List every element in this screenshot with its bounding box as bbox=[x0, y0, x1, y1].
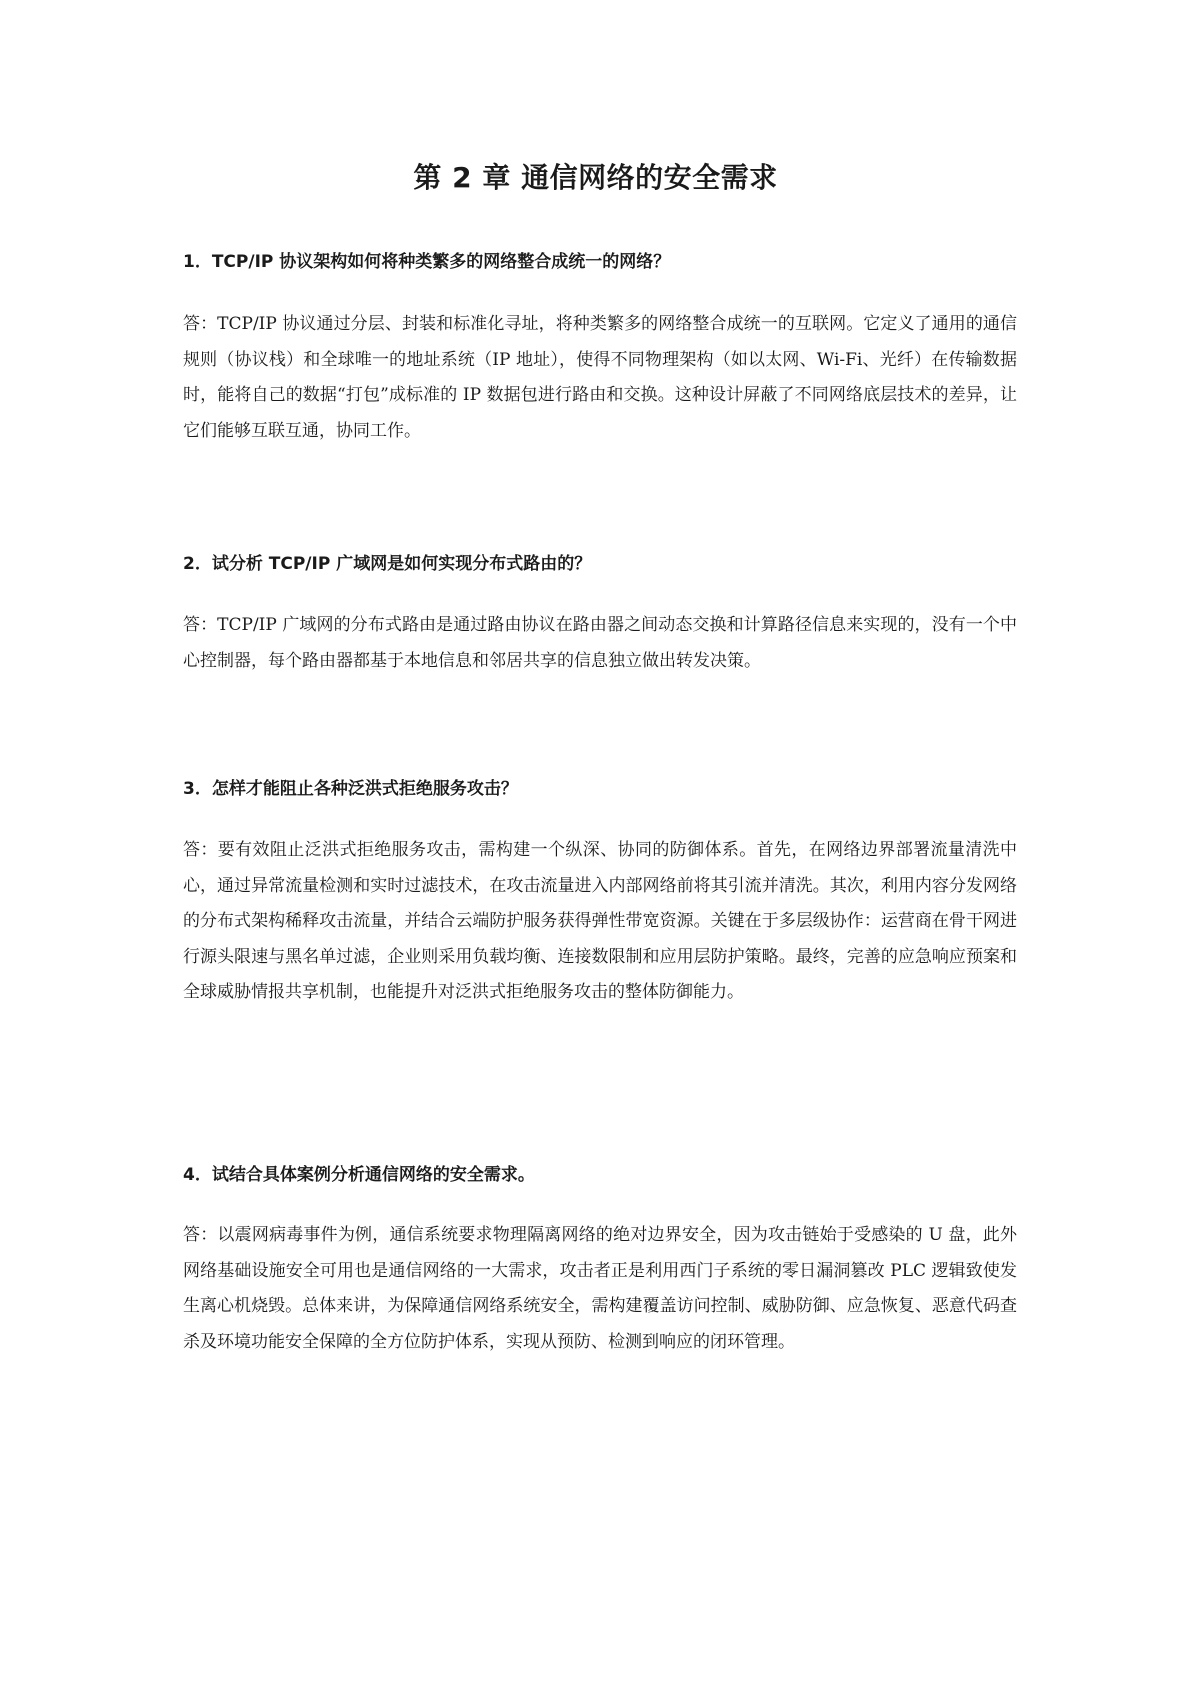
question-1: 1．TCP/IP 协议架构如何将种类繁多的网络整合成统一的网络？ bbox=[183, 252, 671, 272]
question-3: 3．怎样才能阻止各种泛洪式拒绝服务攻击？ bbox=[183, 779, 518, 799]
question-2: 2．试分析 TCP/IP 广域网是如何实现分布式路由的？ bbox=[183, 554, 592, 574]
answer-3: 答：要有效阻止泛洪式拒绝服务攻击，需构建一个纵深、协同的防御体系。首先，在网络边界部署流量清洗中心，通过异常流量检测和实时过滤技术，在攻击流量进入内部网络前将其引流并清洗。其次，利用内容分发网络的分布式架构稀释攻击流量，并结合云端防护服务获得弹性带宽资源。关键在于多层级协作：运营商在骨干网进行源头限速与黑名单过滤，企业则采用负载均衡、连接数限制和应用层防护策略。最终，完善的应急响应预案和全球威胁情报共享机制，也能提升对泛洪式拒绝服务攻击的整体防御能力。 bbox=[183, 840, 1017, 1002]
question-4: 4．试结合具体案例分析通信网络的安全需求。 bbox=[183, 1165, 535, 1185]
answer-2: 答：TCP/IP 广域网的分布式路由是通过路由协议在路由器之间动态交换和计算路径信息来实现的，没有一个中心控制器，每个路由器都基于本地信息和邻居共享的信息独立做出转发决策。 bbox=[183, 615, 1017, 671]
chapter-title: 第 2 章 通信网络的安全需求 bbox=[413, 161, 778, 194]
answer-1: 答：TCP/IP 协议通过分层、封装和标准化寻址，将种类繁多的网络整合成统一的互联网。它定义了通用的通信规则（协议栈）和全球唯一的地址系统（IP 地址），使得不同物理架构（如以太网、Wi-Fi、光纤）在传输数据时，能将自己的数据“打包”成标准的 IP 数据包进行路由和交换。这种设计屏蔽了不同网络底层技术的差异，让它们能够互联互通，协同工作。 bbox=[183, 314, 1017, 441]
answer-4: 答：以震网病毒事件为例，通信系统要求物理隔离网络的绝对边界安全，因为攻击链始于受感染的 U 盘，此外网络基础设施安全可用也是通信网络的一大需求，攻击者正是利用西门子系统的零日漏洞篡改 PLC 逻辑致使发生离心机烧毁。总体来讲，为保障通信网络系统安全，需构建覆盖访问控制、威胁防御、应急恢复、恶意代码查杀及环境功能安全保障的全方位防护体系，实现从预防、检测到响应的闭环管理。 bbox=[183, 1225, 1017, 1352]
